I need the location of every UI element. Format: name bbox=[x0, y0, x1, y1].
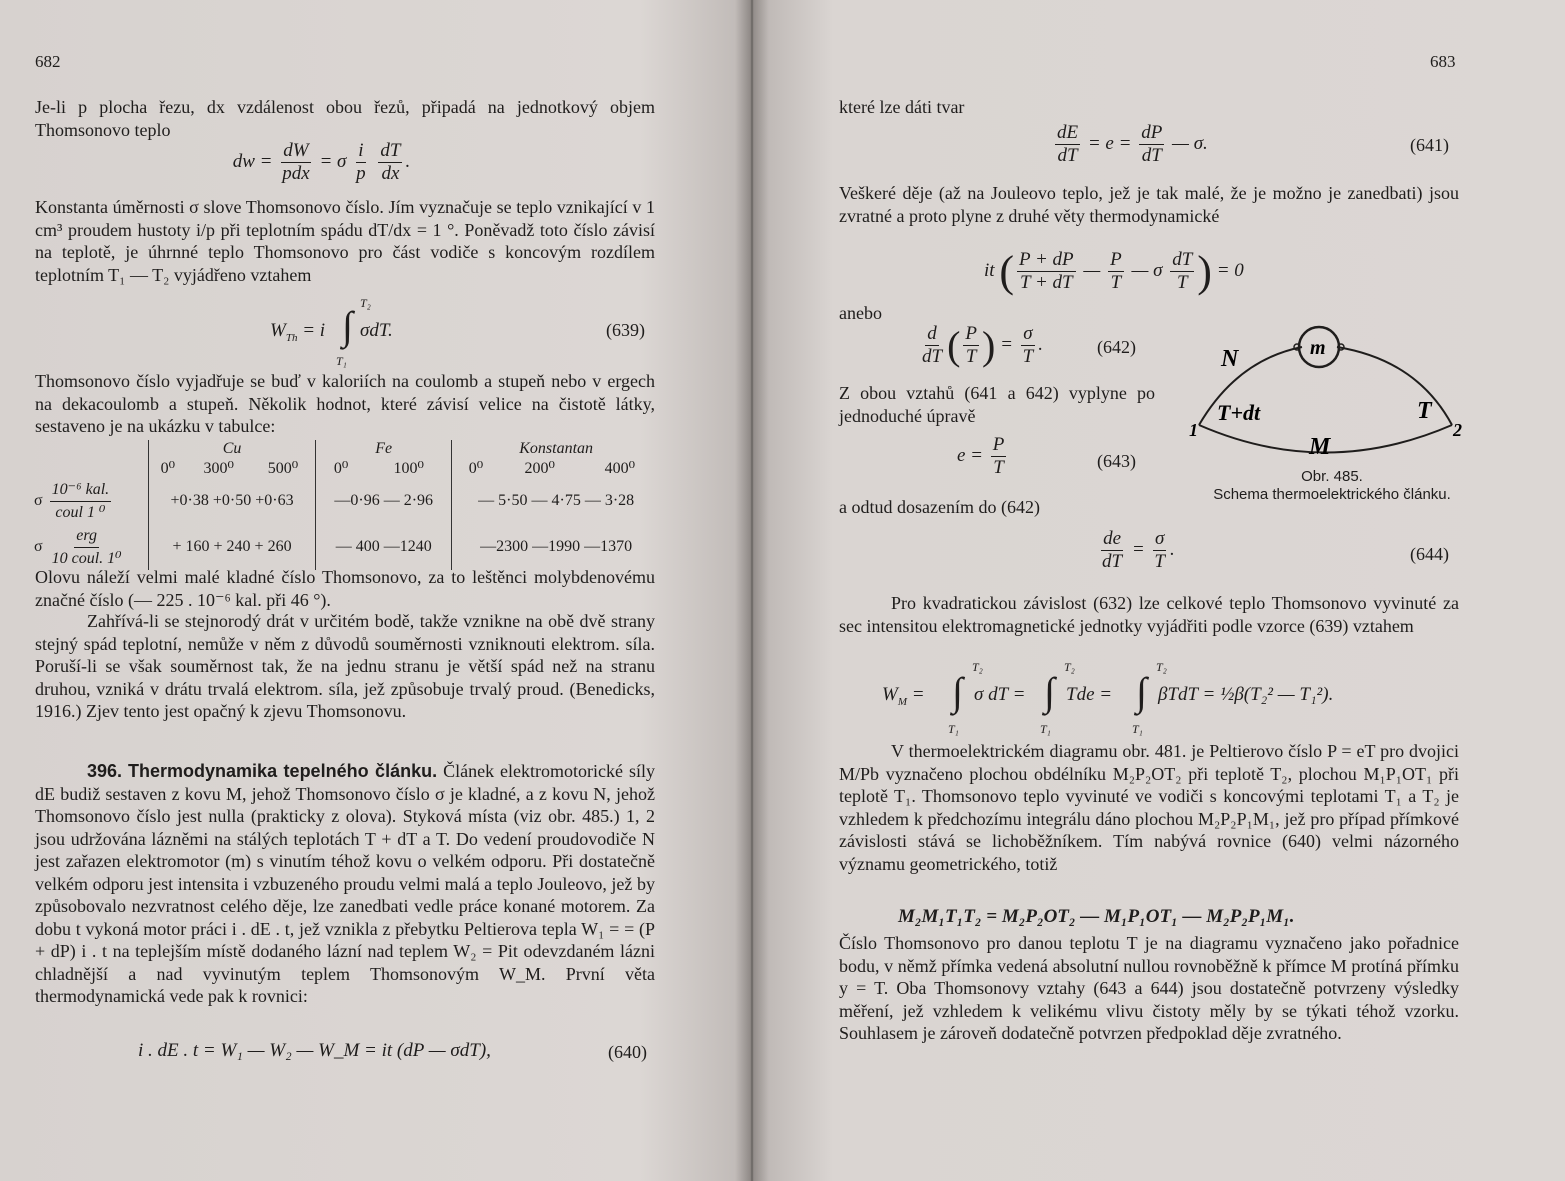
label-2: 2 bbox=[1453, 420, 1462, 440]
left-page bbox=[0, 0, 752, 1181]
equation-area: M₂M₁T₁T₂ = M₂P₂OT₂ — M₁P₁OT₁ — M₂P₂P₁M₁. bbox=[898, 906, 1295, 927]
left-para-6: 396. Thermodynamika tepelného článku. Článek elektromotorické síly dE budiž sestaven z kovu M, jehož Thomsonovo číslo σ je kladné, a z kovu N, jehož Thomsonovo číslo jest nulla (prakticky z olova). Styková místa (viz obr. 485.) 1, 2 jsou udržována lázněmi na stálých teplotách T + dT a T. Do vedení proudovodiče N jest zařazen elektromotor (m) s vinutím téhož kovu o velkém odporu. Při dostatečně velkém odporu jest intensita i vzbuzeného proudu velmi malá a teplo Jouleovo, jež by způsobovalo nezvratnost celého děje, lze zanedbati vedle práce konané motorem. Za dobu t vykoná motor práci i . dE . t, jež vznikla z přebytku Peltierova tepla W₁ = = (P + dP) i . t na teplejším místě dodaného lázní nad teplem W₂ = Pit odevzdaném lázni chladnější a nad vyvinutým teplem Thomsonovým W_M. První věta thermodynamická vede pak k rovnici: bbox=[35, 761, 655, 1006]
equation-642: $\frac{d}{dT}$ ( $\frac{P}{T}$ ) = $\frac{\sigma}{T}$ . bbox=[922, 323, 1043, 368]
right-para-6: V thermoelektrickém diagramu obr. 481. je Peltierovo číslo P = eT pro dvojici M/Pb vyznačeno plochou obdélníku M₂P₂OT₂ při teplotě T₂, plochou M₁P₁OT₁ při teplotě T₁. Thomsonovo teplo vyvinuté ve vodiči s koncovými teplotami T₁ a T₂ je vzhledem k předchozímu integrálu dáno plochou M₂P₂P₁M₁, jež pro případ přímkové závislosti stává se lichoběžníkem. Tím nabývá rovnice (640) velmi názorného významu geometrického, totiž bbox=[839, 741, 1459, 874]
equation-wm: T₂ T₂ T₂ $W_M$ = ∫ σ dT = ∫ Tde = ∫ βTdT = ½β(T₂² — T₁²). T₁ T₁ T₁ bbox=[882, 660, 1334, 736]
equation-640-number: (640) bbox=[608, 1042, 647, 1062]
left-para-2: Konstanta úměrnosti σ slove Thomsonovo číslo. Jím vyznačuje se teplo vznikající v 1 cm³ proudem hustoty i/p při teplotním spádu dT/dx = 1 °. Poněvadž toto číslo závisí na teplotě, je úhrnné teplo Thomsonovo pro část vodiče s koncovým rozdílem teplotním T₁ — T₂ vyjádřeno vztahem bbox=[35, 197, 655, 285]
label-T: T bbox=[1417, 398, 1432, 424]
equation-644: $\frac{de}{dT}$ = $\frac{\sigma}{T}$ . bbox=[1102, 528, 1175, 572]
right-para-7: Číslo Thomsonovo pro danou teplotu T je na diagramu vyznačeno jako pořadnice bodu, v němž přímka vedená absolutní nullou rovnoběžně k přímce M protíná přímku y = T. Oba Thomsonovy vztahy (643 a 644) jsou dostatečně potvrzeny výsledky měření, jež vzhledem k velikému vlivu čistoty měly by se týkati téhož vzorku. Souhlasem je zároveň dodatečně potvrzen předpoklad děje zvratného. bbox=[839, 933, 1459, 1043]
equation-it: it ( $\frac{P + dP}{T + dT}$ — $\frac{P}{T}$ — σ $\frac{dT}{T}$ ) = 0 bbox=[984, 247, 1244, 296]
right-para-2: Veškeré děje (až na Jouleovo teplo, jež je tak malé, že je možno je zanedbati) jsou zvratné a proto plyne z druhé věty thermodynamické bbox=[839, 183, 1459, 226]
table-row2-label: σ $\frac{\text{erg}}{\text{10 coul. 1⁰}}$ bbox=[34, 526, 122, 567]
thomson-table bbox=[30, 440, 660, 570]
table-row1-k: — 5·50 — 4·75 — 3·28 bbox=[452, 478, 660, 524]
left-para-5: Zahřívá-li se stejnorodý drát v určitém bodě, takže vznikne na obě dvě strany stejný spád teplotní, nemůže v něm z důvodů souměrnosti vzniknouti elektrom. síla. Poruší-li se však souměrnost tak, že na jednu stranu je větší spád než na stranu druhou, vzniká v drátu trvalá elektrom. síla, jež způsobuje trvalý proud. (Benedicks, 1916.) Zjev tento jest opačný k zjevu Thomsonovu. bbox=[35, 611, 655, 721]
right-para-4: a odtud dosazením do (642) bbox=[839, 497, 1040, 517]
equation-640: i . dE . t = W₁ — W₂ — W_M = it (dP — σdT), bbox=[138, 1040, 491, 1061]
equation-641: $\frac{dE}{dT}$ = e = $\frac{dP}{dT}$ — σ. bbox=[1057, 122, 1208, 166]
table-temp: 0⁰ bbox=[316, 458, 366, 478]
table-row1-fe: —0·96 — 2·96 bbox=[316, 478, 452, 524]
right-para-3: Z obou vztahů (641 a 642) vyplyne po jednoduché úpravě bbox=[839, 383, 1155, 426]
table-temp: 0⁰ bbox=[452, 458, 500, 478]
table-temp: 500⁰ bbox=[267, 460, 299, 477]
equation-644-number: (644) bbox=[1410, 544, 1449, 564]
left-para-3: Thomsonovo číslo vyjadřuje se buď v kaloriích na coulomb a stupeň nebo v ergech na dekacoulomb a stupeň. Několik hodnot, které závisí velice na čistotě látky, sestaveno je na ukázku v tabulce: bbox=[35, 371, 655, 436]
left-para-1: Je-li p plocha řezu, dx vzdálenost obou řezů, připadá na jednotkový objem Thomsonovo teplo bbox=[35, 97, 655, 140]
figure-caption-title: Schema thermoelektrického článku. bbox=[1213, 486, 1451, 503]
section-title: Thermodynamika tepelného článku. bbox=[128, 761, 438, 781]
right-page bbox=[752, 0, 1565, 1181]
figure-caption-number: Obr. 485. bbox=[1301, 468, 1363, 485]
equation-642-number: (642) bbox=[1097, 337, 1136, 357]
table-header-fe: Fe bbox=[316, 440, 452, 458]
table-row1-label: σ $\frac{\text{10⁻⁶ kal.}}{\text{coul 1 ⁰}}$ bbox=[34, 480, 110, 521]
equation-639-number: (639) bbox=[606, 320, 645, 340]
label-M: M bbox=[1309, 434, 1331, 460]
table-row2-fe: — 400 —1240 bbox=[316, 524, 452, 570]
label-N: N bbox=[1221, 346, 1239, 372]
label-m: m bbox=[1310, 337, 1326, 359]
anebo: anebo bbox=[839, 303, 882, 323]
equation-639: T₂ $W_{Th} = i$ ∫ σdT. T₁ bbox=[270, 296, 393, 368]
equation-dw: dw = $\frac{dW}{\text{pdx}}$ = σ $\frac{i}{p}$ $\frac{dT}{dx}$ . bbox=[228, 140, 411, 184]
table-temp: 200⁰ bbox=[524, 460, 555, 477]
book-gutter bbox=[735, 0, 769, 1181]
thermocouple-diagram bbox=[1177, 310, 1477, 480]
equation-643: e = $\frac{P}{T}$ bbox=[957, 434, 1005, 478]
right-para-5: Pro kvadratickou závislost (632) lze celkové teplo Thomsonovo vyvinuté za sec intensitou elektromagnetické jednotky vyjádřiti podle vzorce (639) vztahem bbox=[839, 593, 1459, 636]
equation-641-number: (641) bbox=[1410, 135, 1449, 155]
table-row2-cu: + 160 + 240 + 260 bbox=[149, 524, 316, 570]
table-row2-k: —2300 —1990 —1370 bbox=[452, 524, 660, 570]
equation-643-number: (643) bbox=[1097, 451, 1136, 471]
left-para-4: Olovu náleží velmi malé kladné číslo Thomsonovo, za to leštěnci molybdenovému značné číslo (— 225 . 10⁻⁶ kal. při 46 °). bbox=[35, 567, 655, 610]
table-temp: 400⁰ bbox=[604, 460, 636, 477]
table-temp: 300⁰ bbox=[203, 460, 234, 477]
page-number-right: 683 bbox=[1430, 52, 1456, 71]
table-temp: 0⁰ bbox=[149, 458, 187, 478]
table-header-cu: Cu bbox=[149, 440, 316, 458]
section-number: 396. bbox=[87, 761, 123, 781]
page-number-left: 682 bbox=[35, 52, 61, 71]
table-temp: 100⁰ bbox=[393, 460, 424, 477]
label-1: 1 bbox=[1189, 420, 1198, 440]
right-para-1: které lze dáti tvar bbox=[839, 97, 965, 117]
table-row1-cu: +0·38 +0·50 +0·63 bbox=[149, 478, 316, 524]
label-Tdt: T+dt bbox=[1217, 400, 1261, 425]
table-header-konstantan: Konstantan bbox=[452, 440, 660, 458]
